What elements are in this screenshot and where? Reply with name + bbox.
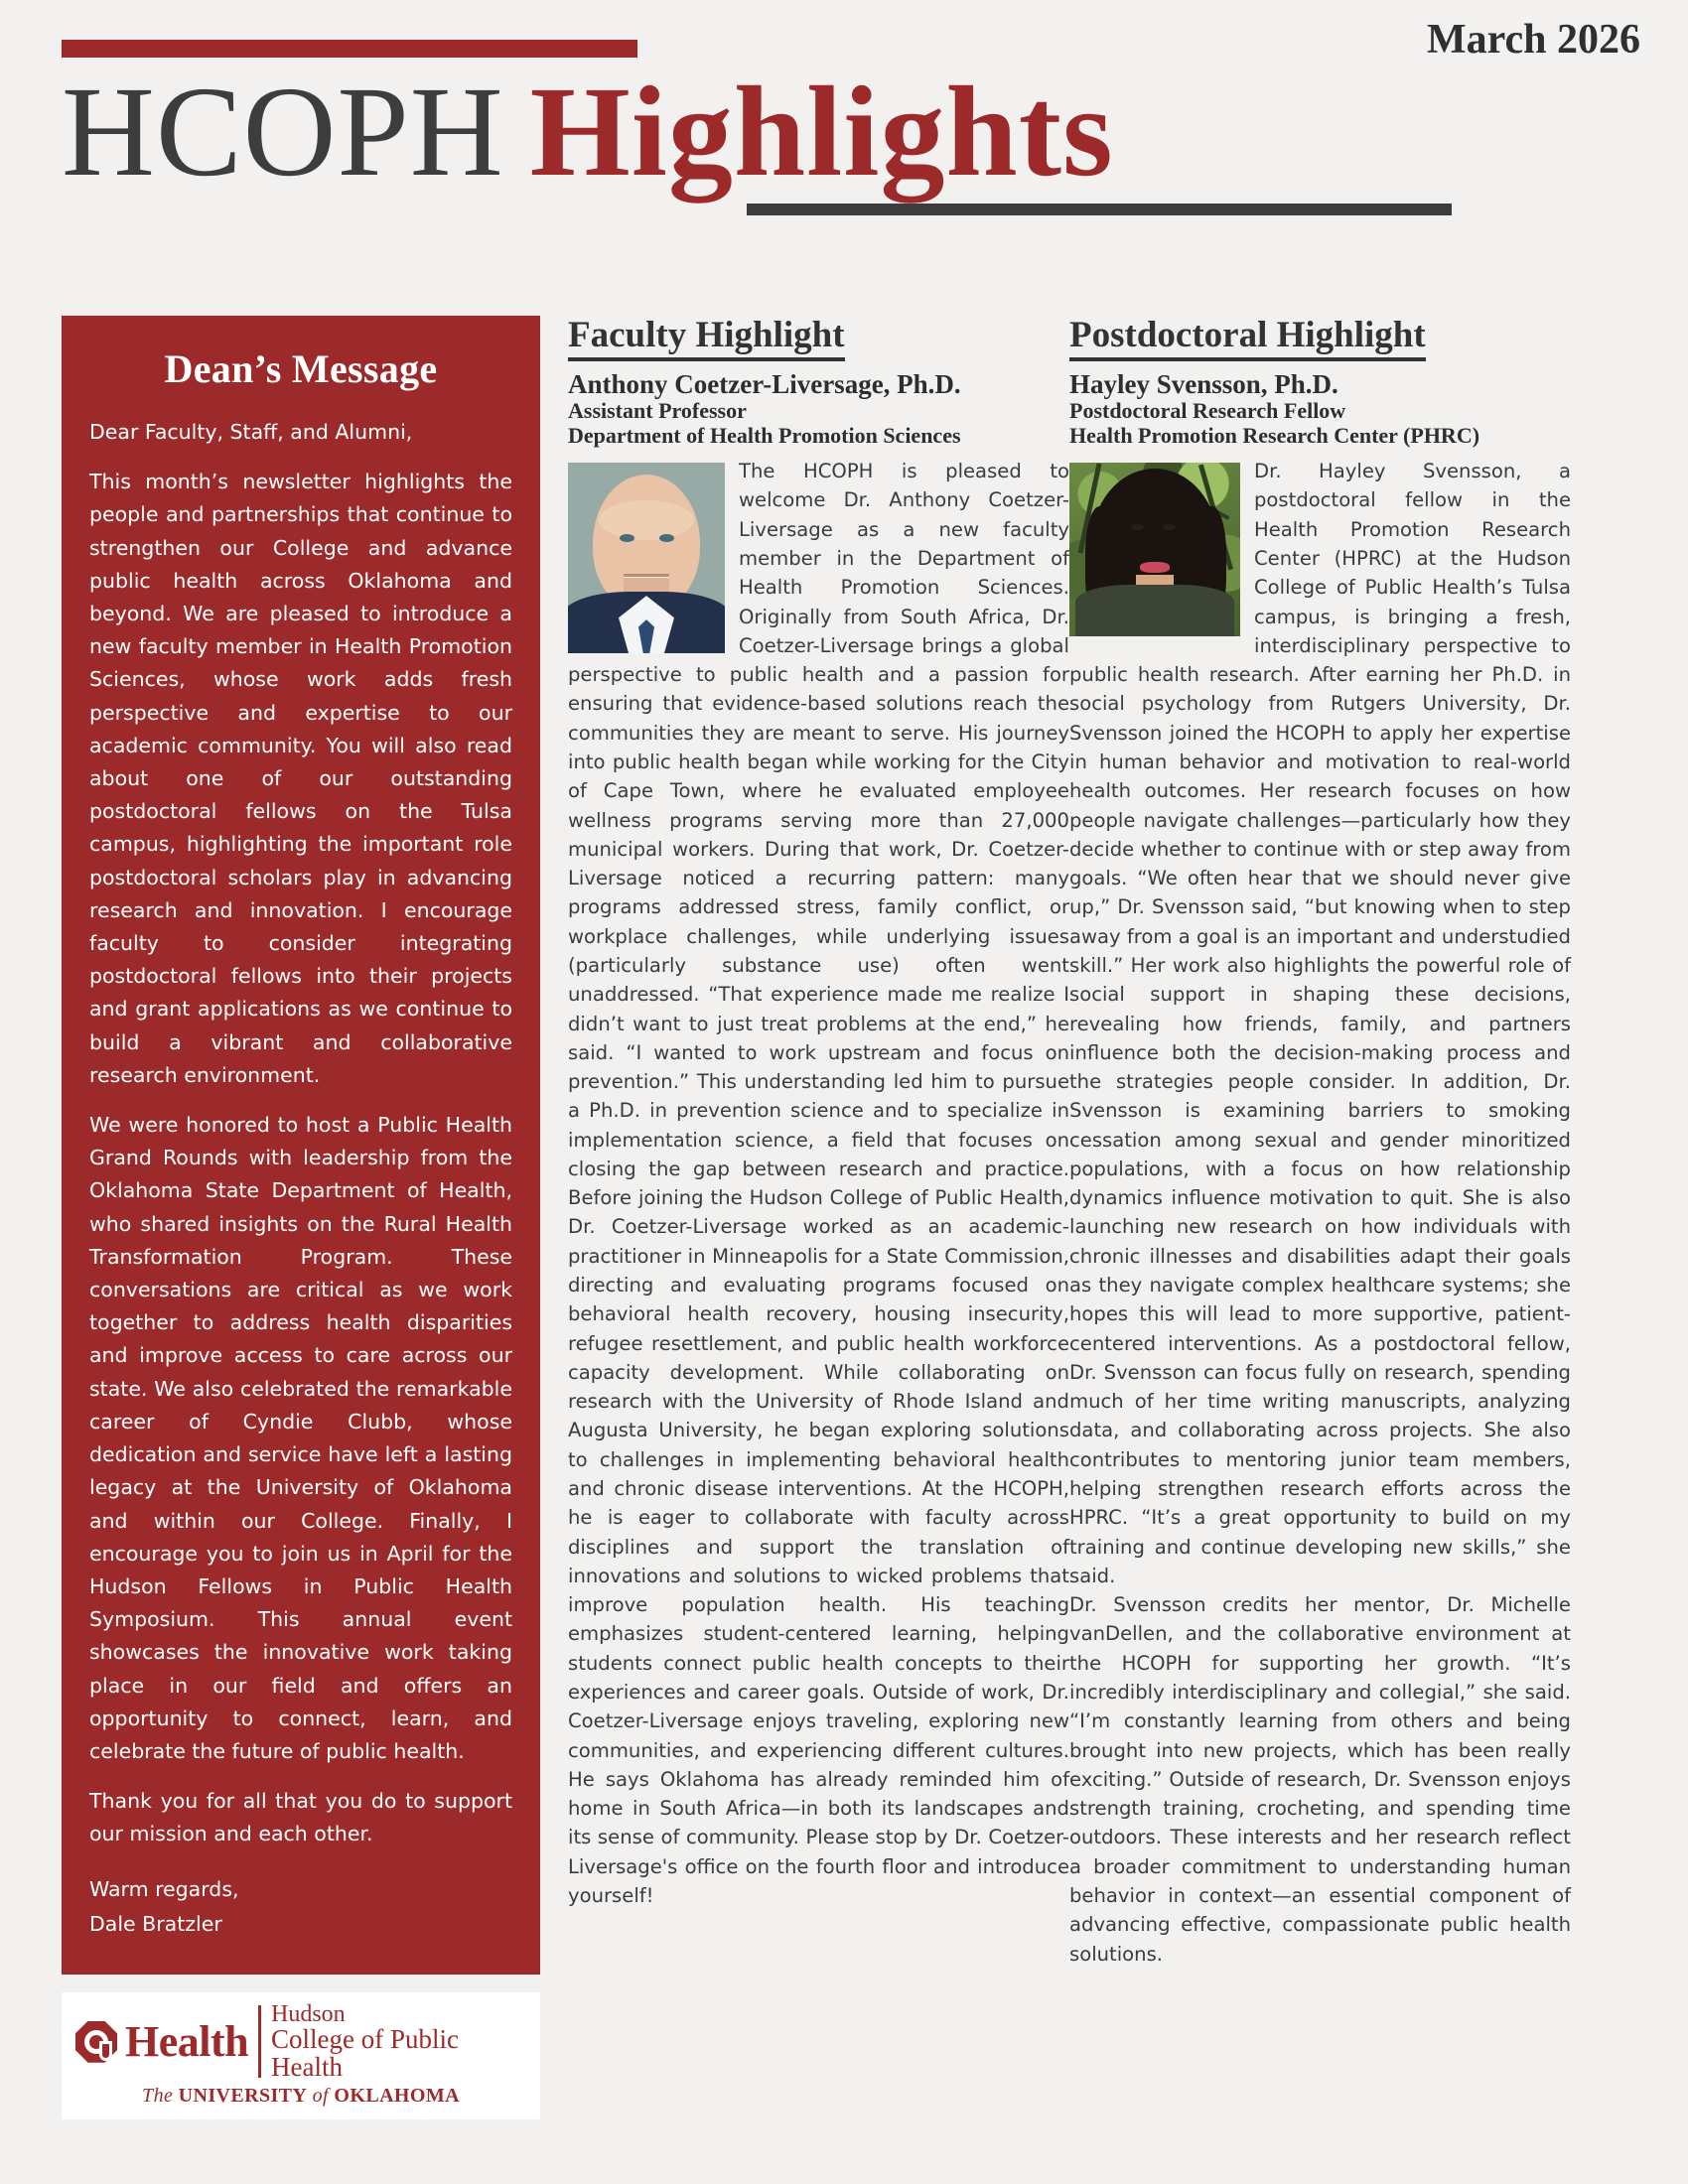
ou-health-logo (62, 1992, 540, 2120)
deans-message-salutation: Dear Faculty, Staff, and Alumni, (89, 420, 413, 444)
postdoctoral-highlight-body-continued: Dr. Svensson credits her mentor, Dr. Michelle vanDellen, and the collaborative environment at the HCOPH for supporting her growth. “It’s incredibly interdisciplinary and collegial,” she said. “I’m constantly learning from others and being brought into new projects, which has been really exciting.” Outside of research, Dr. Svensson enjoys strength training, crocheting, and spending time outdoors. These interests and her research reflect a broader commitment to understanding human behavior in context—an essential component of advancing effective, compassionate public health solutions. (1069, 1593, 1571, 1966)
faculty-person-name: Anthony Coetzer-Liversage, Ph.D. (568, 368, 961, 399)
ou-interlocking-logo-icon (75, 2019, 121, 2065)
postdoc-person-department: Health Promotion Research Center (PHRC) (1069, 422, 1480, 448)
deans-message-heading: Dean’s Message (164, 346, 438, 391)
masthead-red-rule (62, 40, 637, 58)
faculty-portrait-photo (568, 463, 725, 653)
logo-tagline-the: The (142, 2085, 174, 2108)
postdoctoral-highlight-heading: Postdoctoral Highlight (1069, 316, 1426, 361)
masthead-title-primary: HCOPH (62, 61, 504, 204)
faculty-highlight-heading: Faculty Highlight (568, 316, 845, 361)
logo-health-word: Health (125, 2016, 249, 2066)
deans-message-signoff: Warm regards, (89, 1876, 239, 1901)
page-title (62, 61, 1640, 204)
deans-message-panel (62, 316, 540, 1975)
sidebar-column (62, 316, 540, 2119)
postdoc-person-role: Postdoctoral Research Fellow (1069, 397, 1346, 423)
postdoc-person-name: Hayley Svensson, Ph.D. (1069, 368, 1338, 399)
postdoctoral-highlight-article (1069, 457, 1571, 1969)
content-columns (0, 316, 1688, 2119)
logo-college-line: College of Public Health (270, 2024, 459, 2082)
postdoctoral-highlight-column (1069, 316, 1571, 2119)
postdoc-portrait-photo (1069, 463, 1240, 636)
deans-message-paragraph: This month’s newsletter highlights the people and partnerships that continue to strengthen our College and advance public health across Oklahoma and beyond. We are pleased to introduce a new faculty member in Health Promotion Sciences, whose work adds fresh perspective and expertise to our academic community. You will also read about one of our outstanding postdoctoral fellows on the Tulsa campus, highlighting the important role postdoctoral scholars play in advancing research and innovation. I encourage faculty to consider integrating postdoctoral fellows into their projects and grant applications as we continue to build a vibrant and collaborative research environment. (89, 470, 512, 1087)
faculty-person-department: Department of Health Promotion Sciences (568, 422, 961, 448)
logo-hudson-line: Hudson (270, 2000, 346, 2027)
logo-tagline-university: UNIVERSITY (178, 2085, 308, 2108)
faculty-highlight-body: The HCOPH is pleased to welcome Dr. Anthony Coetzer-Liversage as a new faculty member in the Department of Health Promotion Sciences. Originally from South Africa, Dr. Coetzer-Liversage brings a global perspective to public health and a passion for ensuring that evidence-based solutions reach the communities they are meant to serve. His journey into public health began while working for the City of Cape Town, where he evaluated employee wellness programs serving more than 27,000 municipal workers. During that work, Dr. Coetzer-Liversage noticed a recurring pattern: many programs addressed stress, family conflict, or workplace challenges, while underlying issues (particularly substance use) often went unaddressed. “That experience made me realize I didn’t want to just treat problems at the end,” he said. “I wanted to work upstream and focus on prevention.” This understanding led him to pursue a Ph.D. in prevention science and to specialize in implementation science, a field that focuses on closing the gap between research and practice. Before joining the Hudson College of Public Health, Dr. Coetzer-Liversage worked as an academic-practitioner in Minneapolis for a State Commission, directing and evaluating programs focused on behavioral health recovery, housing insecurity, refugee resettlement, and public health workforce capacity development. While collaborating on research with the University of Rhode Island and Augusta University, he began exploring solutions to challenges in implementing behavioral health and chronic disease interventions. At the HCOPH, he is eager to collaborate with faculty across disciplines and support the translation of innovations and solutions to wicked problems that improve population health. His teaching emphasizes student-centered learning, helping students connect public health concepts to their experiences and career goals. Outside of work, Dr. Coetzer-Liversage enjoys traveling, exploring new communities, and experiencing different cultures. He says Oklahoma has already reminded him of home in South Africa—in both its landscapes and its sense of community. Please stop by Dr. Coetzer-Liversage's office on the fourth floor and introduce yourself! (568, 460, 1069, 1907)
faculty-highlight-column (568, 316, 1069, 2119)
masthead (0, 0, 1688, 215)
masthead-dark-rule (747, 204, 1452, 215)
faculty-person-role: Assistant Professor (568, 397, 747, 423)
faculty-highlight-article (568, 457, 1069, 1910)
logo-university-tagline (75, 2085, 526, 2108)
deans-message-signature-name: Dale Bratzler (89, 1911, 222, 1936)
logo-tagline-oklahoma: OKLAHOMA (334, 2085, 460, 2108)
issue-date: March 2026 (1426, 17, 1640, 63)
logo-tagline-of: of (312, 2085, 330, 2108)
logo-divider (258, 2005, 261, 2079)
postdoctoral-highlight-body: Dr. Hayley Svensson, a postdoctoral fellow in the Health Promotion Research Center (HPRC) at the Hudson College of Public Health’s Tulsa campus, is bringing a fresh, interdisciplinary perspective to public health research. After earning her Ph.D. in social psychology from Rutgers University, Dr. Svensson joined the HCOPH to apply her expertise in human behavior and motivation to real-world health outcomes. Her research focuses on how people navigate challenges—particularly how they decide whether to continue with or step away from goals. “We often hear that we should never give up,” Dr. Svensson said, “but knowing when to step away from a goal is an important and understudied skill.” Her work also highlights the powerful role of social support in shaping these decisions, revealing how friends, family, and partners influence both the decision-making process and the strategies people consider. In addition, Dr. Svensson is examining barriers to smoking cessation among sexual and gender minoritized populations, with a focus on how relationship dynamics influence motivation to quit. She is also launching new research on how individuals with chronic illnesses and disabilities adapt their goals as they navigate complex healthcare systems; she hopes this will lead to more supportive, patient-centered interventions. As a postdoctoral fellow, Dr. Svensson can focus fully on research, spending much of her time writing manuscripts, analyzing data, and collaborating across projects. She also contributes to mentoring junior team members, helping strengthen research efforts across the HPRC. “It’s a great opportunity to build on my training and continue developing new skills,” she said. (1069, 460, 1571, 1587)
deans-message-paragraph: We were honored to host a Public Health Grand Rounds with leadership from the Oklahoma State Department of Health, who shared insights on the Rural Health Transformation Program. These conversations are critical as we work together to address health disparities and improve access to care across our state. We also celebrated the remarkable career of Cyndie Clubb, whose dedication and service have left a lasting legacy at the University of Oklahoma and within our College. Finally, I encourage you to join us in April for the Hudson Fellows in Public Health Symposium. This annual event showcases the innovative work taking place in our field and offers an opportunity to connect, learn, and celebrate the future of public health. (89, 1113, 512, 1763)
masthead-title-secondary: Highlights (529, 61, 1114, 204)
column-gutter (540, 316, 568, 2119)
deans-message-paragraph: Thank you for all that you do to support our mission and each other. (89, 1789, 512, 1846)
